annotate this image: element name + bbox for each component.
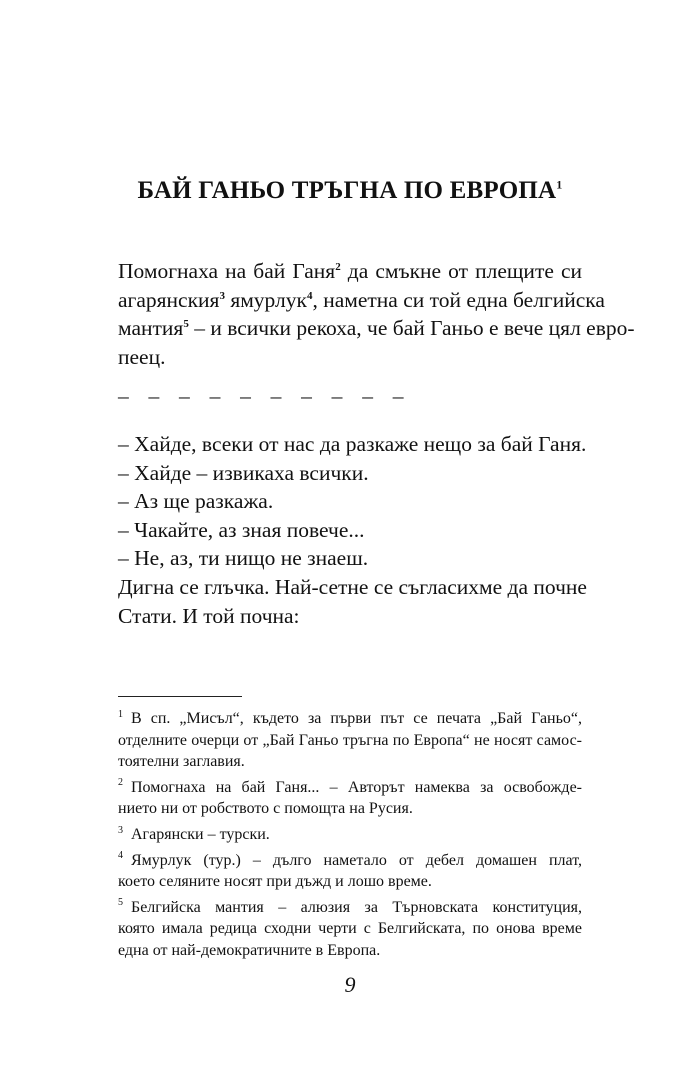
footnote-2 — [118, 777, 582, 820]
footnote-number: 4 — [118, 850, 123, 862]
footnote-ref: 5 — [183, 318, 189, 331]
page-number: 9 — [344, 972, 356, 997]
title-footnote-ref: 1 — [556, 177, 563, 192]
footnote-ref: 2 — [335, 260, 341, 273]
intro-text: Помогнаха на бай Ганя — [118, 259, 336, 283]
footnote-text: Помогнаха на бай Ганя... – Авторът намеква за освобожде- — [131, 778, 582, 796]
intro-line-2 — [118, 286, 605, 315]
dialogue-line: – Чакайте, аз зная повече... — [118, 517, 365, 542]
footnote-line: една от най-демократичните в Европа. — [118, 941, 381, 959]
intro-line-4: пеец. — [118, 344, 166, 369]
footnote-divider — [118, 696, 242, 697]
intro-text: мантия — [118, 316, 184, 341]
footnote-number: 3 — [118, 824, 123, 836]
dialogue-line: – Не, аз, ти нищо не знаеш. — [118, 546, 369, 571]
footnote-line — [118, 708, 582, 730]
footnote-line: нието ни от робството с помощта на Русия. — [118, 800, 413, 818]
footnote-line — [118, 897, 582, 919]
footnote-text: В сп. „Мисъл“, където за първи път се печата „Бай Ганьо“, — [131, 710, 582, 727]
footnote-line: тоятелни заглавия. — [118, 753, 245, 771]
dialogue-line: – Аз ще разкажа. — [118, 489, 274, 514]
footnote-text: Белгийска мантия – алюзия за Търновската конституция, — [131, 898, 582, 916]
closing-line-1: Дигна се глъчка. Най-сетне се съгласихме да почне — [118, 574, 587, 599]
intro-text: , наметна си той една белгийска — [312, 287, 605, 312]
footnote-text: Агарянски – турски. — [131, 825, 270, 843]
intro-text: да смъкне от плещите си — [340, 259, 583, 283]
footnote-text: Ямурлук (тур.) – дълго наметало от дебел домашен плат, — [131, 851, 582, 869]
intro-line-1 — [118, 257, 582, 286]
footnote-5 — [118, 897, 582, 962]
intro-text: – и всички рекоха, че бай Ганьо е вече цял евро- — [188, 316, 635, 341]
intro-text: агарянския — [118, 287, 220, 312]
footnote-line — [118, 824, 582, 846]
footnote-line — [118, 777, 582, 799]
footnote-ref: 4 — [306, 289, 313, 302]
footnote-ref: 3 — [219, 289, 225, 302]
footnote-3 — [118, 824, 582, 846]
footnote-line: което селяните носят при дъжд и лошо време. — [118, 873, 432, 891]
footnote-line: отделните очерци от „Бай Ганьо тръгна по Европа“ не носят самос- — [118, 731, 582, 749]
footnote-1 — [118, 708, 582, 773]
footnote-number: 1 — [118, 708, 123, 720]
chapter-title — [118, 176, 582, 206]
intro-paragraph — [118, 257, 635, 371]
dialogue-line: – Хайде – извикаха всички. — [118, 460, 369, 485]
footnote-line — [118, 850, 582, 872]
dialogue-block — [118, 430, 587, 630]
footnotes — [118, 708, 582, 962]
chapter-title-text: БАЙ ГАНЬО ТРЪГНА ПО ЕВРОПА — [137, 177, 557, 204]
footnote-number: 2 — [118, 777, 123, 789]
intro-text: ямурлук — [224, 287, 307, 312]
closing-line-2: Стати. И той почна: — [118, 603, 300, 628]
section-separator: – – – – – – – – – – — [118, 384, 411, 408]
footnote-number: 5 — [118, 897, 123, 909]
footnote-4 — [118, 850, 582, 893]
intro-line-3 — [118, 314, 635, 343]
dialogue-line: – Хайде, всеки от нас да разкаже нещо за бай Ганя. — [118, 432, 587, 456]
footnote-line: която имала редица сходни черти с Белгийската, по онова време — [118, 920, 582, 938]
